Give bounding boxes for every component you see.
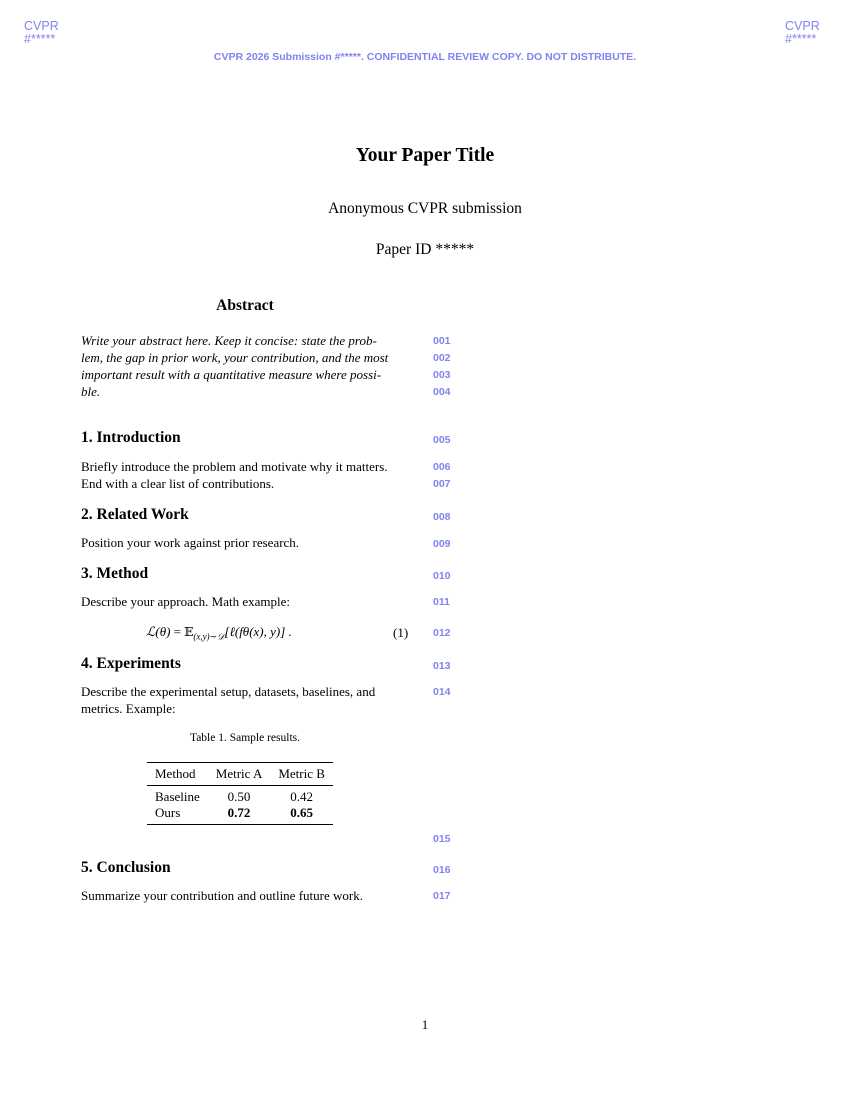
body-line: Describe the experimental setup, datasets, baselines, and [81,684,376,699]
body-line: Describe your approach. Math example: [81,594,291,609]
body-line: Position your work against prior research. [81,535,300,550]
line-number: 002 [433,352,451,364]
author-line: Anonymous CVPR submission [328,200,522,217]
line-number: 013 [433,660,451,672]
table-header-row [147,763,333,786]
line-number: 008 [433,511,451,523]
section-heading-related-work: 2. Related Work [81,506,189,523]
table-cell: Baseline [155,789,200,804]
abstract-heading: Abstract [216,297,274,314]
line-number: 015 [433,833,451,845]
paper-id: Paper ID ***** [375,241,475,258]
table-caption: Table 1. Sample results. [189,732,301,744]
section-heading-introduction: 1. Introduction [81,429,181,446]
line-number: 003 [433,369,451,381]
left-margin-mark [24,20,59,46]
equation-body: [ℓ(fθ(x), y)] . [224,624,292,639]
paper-title: Your Paper Title [355,145,495,166]
section-body-introduction [81,458,409,492]
line-number: 014 [433,686,451,698]
left-margin-conference: CVPR [24,19,59,33]
abstract-body [81,332,409,400]
body-line: Summarize your contribution and outline future work. [81,888,363,903]
abstract-line: ble. [81,384,101,399]
line-number: 016 [433,864,451,876]
equation-number: (1) [393,625,409,640]
section-body-method [81,593,409,610]
line-number: 006 [433,461,451,473]
table-header-cell: Metric B [270,763,333,786]
equation-lhs: ℒ(θ) [146,624,171,639]
line-number: 009 [433,538,451,550]
section-heading-experiments: 4. Experiments [81,655,181,672]
table-cell: 0.72 [208,805,271,825]
body-line: Briefly introduce the problem and motivate why it matters. [81,459,388,474]
table-header-cell: Method [147,763,208,786]
equation-subscript: (x,y)∼𝒟 [193,631,225,642]
body-line: metrics. Example: [81,701,176,716]
abstract-line: Write your abstract here. Keep it concise: state the prob- [81,333,377,348]
table-cell: 0.42 [290,789,313,804]
section-heading-conclusion: 5. Conclusion [81,859,171,876]
right-margin-conference: CVPR [785,19,820,33]
section-body-experiments [81,683,409,717]
table-cell: 0.50 [227,789,251,804]
abstract-line: important result with a quantitative measure where possi- [81,367,382,382]
section-body-conclusion [81,887,409,904]
body-line: End with a clear list of contributions. [81,476,275,491]
right-margin-id: #***** [785,32,817,46]
abstract-line: lem, the gap in prior work, your contribution, and the most [81,350,389,365]
table-row [147,786,333,806]
table-cell: 0.65 [270,805,333,825]
line-number: 012 [433,627,451,639]
right-margin-mark [785,20,820,46]
expectation-symbol: 𝔼 [184,625,194,639]
results-table [147,762,333,825]
line-number: 010 [433,570,451,582]
line-number: 007 [433,478,451,490]
confidential-banner: CVPR 2026 Submission #*****. CONFIDENTIAL REVIEW COPY. DO NOT DISTRIBUTE. [213,51,637,63]
table-header-cell: Metric A [208,763,271,786]
line-number: 011 [433,596,450,608]
table-cell: Ours [147,805,208,825]
equation: ℒ(θ) = 𝔼$_{(x,y)\sim 𝒟}$[ℓ(fθ(x), y)] . [146,624,292,642]
line-number: 004 [433,386,451,398]
page-number: 1 [421,1017,429,1032]
table-row [147,805,333,825]
line-number: 001 [433,335,451,347]
section-heading-method: 3. Method [81,565,149,582]
line-number: 017 [433,890,451,902]
left-margin-id: #***** [24,32,56,46]
section-body-related-work [81,534,409,551]
line-number: 005 [433,434,451,446]
